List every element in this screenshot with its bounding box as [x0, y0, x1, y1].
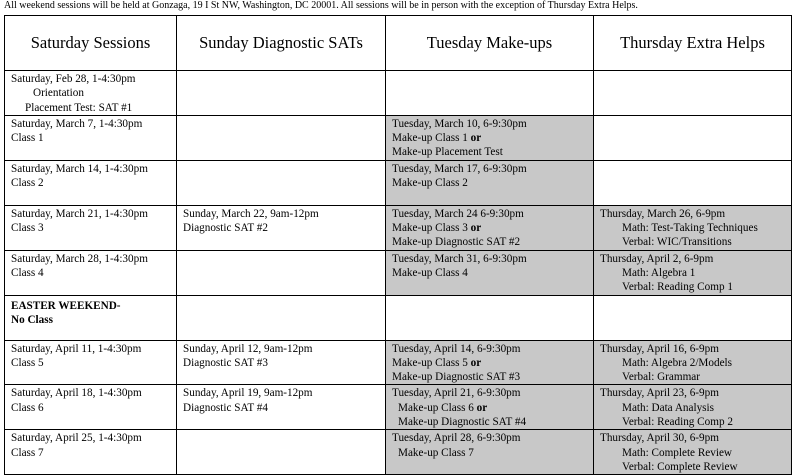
thursday-cell: Thursday, April 30, 6-9pm Math: Complete Review Verbal: Complete Review — [594, 430, 792, 475]
sunday-cell — [177, 115, 386, 160]
table-row — [5, 115, 792, 160]
table-row — [5, 340, 792, 385]
tuesday-cell: Tuesday, April 21, 6-9:30pm Make-up Class 6 or Make-up Diagnostic SAT #4 — [386, 385, 594, 430]
tuesday-cell — [386, 295, 594, 340]
table-row — [5, 160, 792, 205]
thursday-cell: Thursday, April 16, 6-9pm Math: Algebra 2/Models Verbal: Grammar — [594, 340, 792, 385]
tuesday-cell — [386, 71, 594, 116]
table-row — [5, 71, 792, 116]
saturday-cell: Saturday, March 21, 1-4:30pm Class 3 — [5, 205, 177, 250]
header-saturday: Saturday Sessions — [5, 16, 177, 71]
thursday-cell: Thursday, March 26, 6-9pm Math: Test-Taking Techniques Verbal: WIC/Transitions — [594, 205, 792, 250]
table-row — [5, 205, 792, 250]
sunday-cell — [177, 430, 386, 475]
tuesday-cell: Tuesday, March 24 6-9:30pm Make-up Class 3 or Make-up Diagnostic SAT #2 — [386, 205, 594, 250]
table-row — [5, 430, 792, 475]
tuesday-cell: Tuesday, April 28, 6-9:30pm Make-up Class 7 — [386, 430, 594, 475]
table-row — [5, 295, 792, 340]
saturday-cell: Saturday, Feb 28, 1-4:30pm Orientation Placement Test: SAT #1 — [5, 71, 177, 116]
saturday-cell: Saturday, March 14, 1-4:30pm Class 2 — [5, 160, 177, 205]
header-tuesday: Tuesday Make-ups — [386, 16, 594, 71]
table-row — [5, 385, 792, 430]
saturday-cell: EASTER WEEKEND- No Class — [5, 295, 177, 340]
sunday-cell — [177, 295, 386, 340]
sunday-cell: Sunday, April 19, 9am-12pm Diagnostic SAT #4 — [177, 385, 386, 430]
header-thursday: Thursday Extra Helps — [594, 16, 792, 71]
saturday-cell: Saturday, April 18, 1-4:30pm Class 6 — [5, 385, 177, 430]
thursday-cell — [594, 160, 792, 205]
saturday-cell: Saturday, March 7, 1-4:30pm Class 1 — [5, 115, 177, 160]
sunday-cell — [177, 160, 386, 205]
thursday-cell — [594, 295, 792, 340]
saturday-cell: Saturday, March 28, 1-4:30pm Class 4 — [5, 250, 177, 295]
sunday-cell: Sunday, March 22, 9am-12pm Diagnostic SAT #2 — [177, 205, 386, 250]
sunday-cell — [177, 71, 386, 116]
thursday-cell: Thursday, April 2, 6-9pm Math: Algebra 1 Verbal: Reading Comp 1 — [594, 250, 792, 295]
table-row — [5, 250, 792, 295]
thursday-cell — [594, 71, 792, 116]
saturday-cell: Saturday, April 25, 1-4:30pm Class 7 — [5, 430, 177, 475]
sunday-cell: Sunday, April 12, 9am-12pm Diagnostic SAT #3 — [177, 340, 386, 385]
tuesday-cell: Tuesday, March 10, 6-9:30pm Make-up Class 1 or Make-up Placement Test — [386, 115, 594, 160]
saturday-cell: Saturday, April 11, 1-4:30pm Class 5 — [5, 340, 177, 385]
header-row — [5, 16, 792, 71]
schedule-table — [4, 15, 792, 475]
tuesday-cell: Tuesday, April 14, 6-9:30pm Make-up Class 5 or Make-up Diagnostic SAT #3 — [386, 340, 594, 385]
thursday-cell — [594, 115, 792, 160]
tuesday-cell: Tuesday, March 17, 6-9:30pm Make-up Class 2 — [386, 160, 594, 205]
sunday-cell — [177, 250, 386, 295]
header-sunday: Sunday Diagnostic SATs — [177, 16, 386, 71]
thursday-cell: Thursday, April 23, 6-9pm Math: Data Analysis Verbal: Reading Comp 2 — [594, 385, 792, 430]
tuesday-cell: Tuesday, March 31, 6-9:30pm Make-up Class 4 — [386, 250, 594, 295]
location-note: All weekend sessions will be held at Gonzaga, 19 I St NW, Washington, DC 20001. All sessions will be in person with the exception of Thursday Extra Helps. — [4, 0, 638, 11]
